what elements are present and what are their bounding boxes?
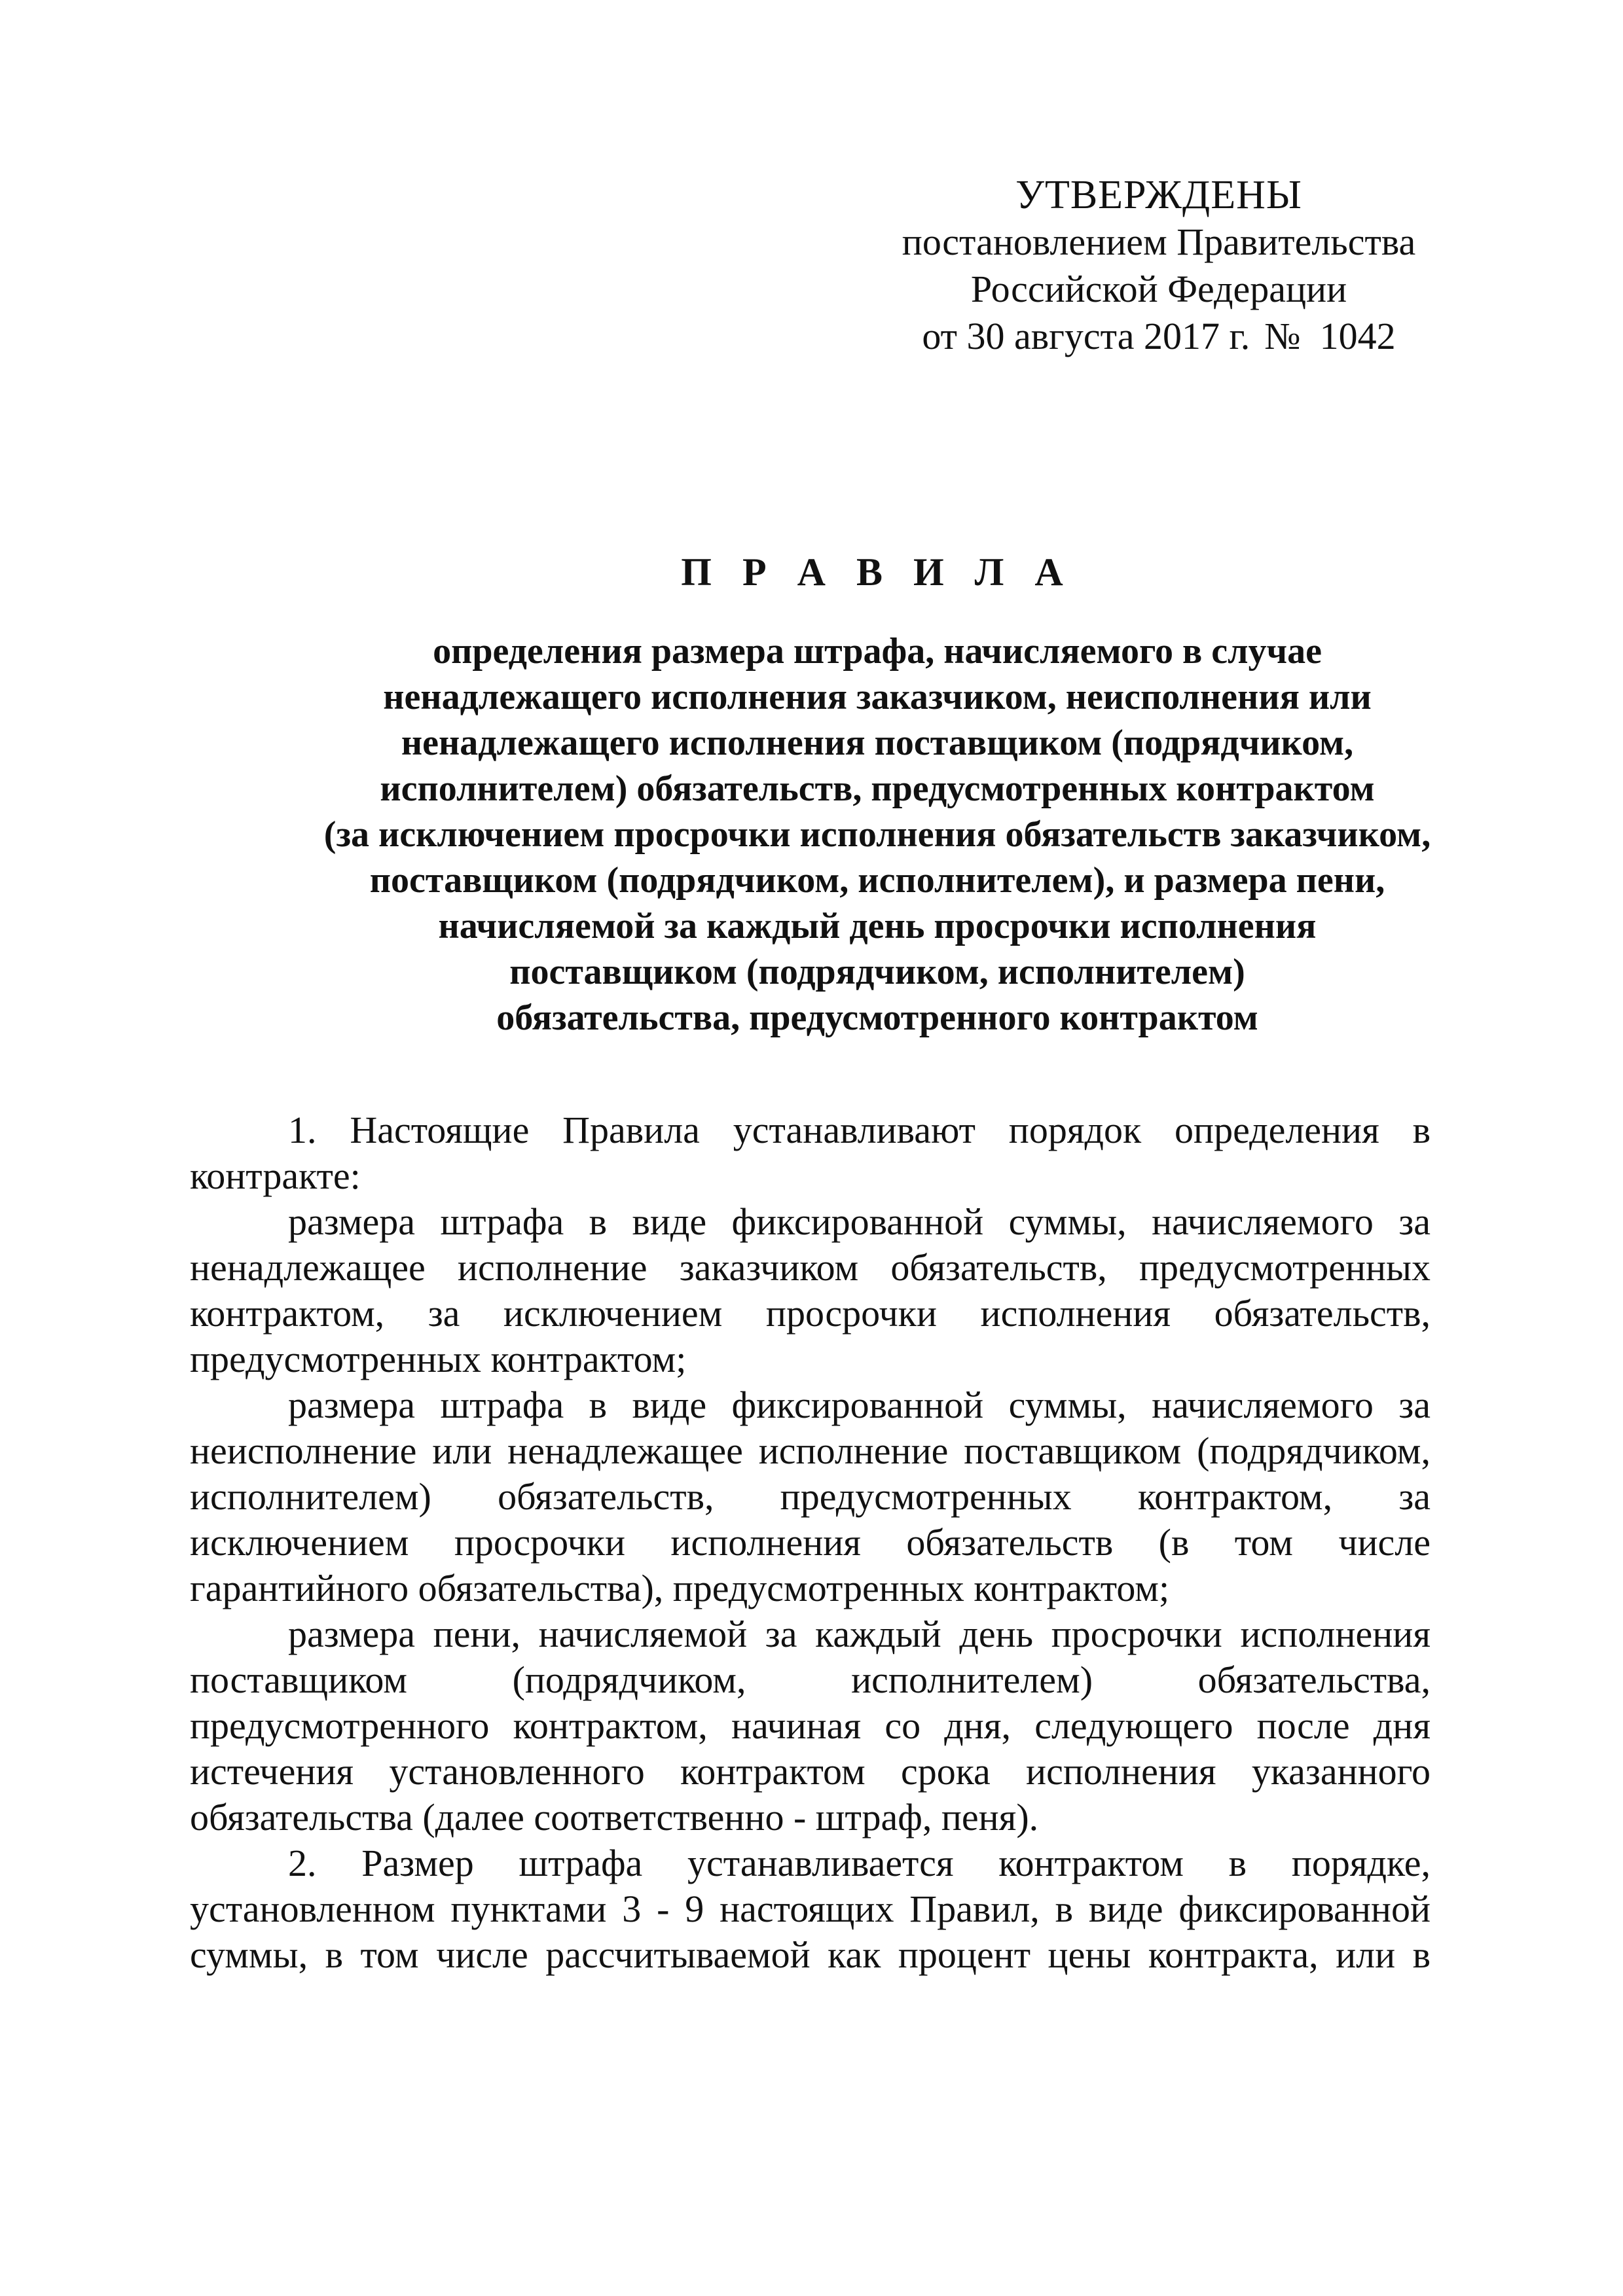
paragraph-1b-line: исключением просрочки исполнения обязательств (в том числе	[190, 1521, 1431, 1564]
approved-label: УТВЕРЖДЕНЫ	[1015, 173, 1302, 217]
paragraph-1b-line: исполнителем) обязательств, предусмотренных контрактом, за	[190, 1475, 1431, 1518]
subtitle-line: обязательства, предусмотренного контрактом	[496, 997, 1258, 1038]
approval-federation-line: Российской Федерации	[970, 268, 1347, 310]
paragraph-1a-line: контрактом, за исключением просрочки исполнения обязательств,	[190, 1292, 1431, 1335]
subtitle-line: исполнителем) обязательств, предусмотренных контрактом	[380, 768, 1375, 809]
paragraph-1c-line: предусмотренного контрактом, начиная со дня, следующего после дня	[190, 1704, 1431, 1747]
paragraph-2-line: установленном пунктами 3 - 9 настоящих Правил, в виде фиксированной	[190, 1888, 1431, 1930]
paragraph-1a-line: предусмотренных контрактом;	[190, 1338, 687, 1380]
title-block	[164, 548, 1591, 1041]
document-heading: П Р А В И Л А	[681, 550, 1074, 594]
paragraph-1c-line: поставщиком (подрядчиком, исполнителем) обязательства,	[190, 1659, 1431, 1701]
paragraph-2-line: суммы, в том числе рассчитываемой как процент цены контракта, или в	[190, 1933, 1431, 1976]
document-subtitle	[164, 628, 1591, 1041]
paragraph-1c-line: размера пени, начисляемой за каждый день просрочки исполнения	[288, 1613, 1431, 1655]
approval-date: от 30 августа 2017 г.	[922, 315, 1250, 357]
paragraph-1a-line: размера штрафа в виде фиксированной суммы, начисляемого за	[288, 1200, 1431, 1243]
subtitle-line: определения размера штрафа, начисляемого в случае	[433, 631, 1322, 672]
document-body	[190, 1107, 1431, 1978]
subtitle-line: начисляемой за каждый день просрочки исполнения	[438, 906, 1317, 946]
subtitle-line: ненадлежащего исполнения заказчиком, неисполнения или	[383, 677, 1372, 717]
subtitle-line: ненадлежащего исполнения поставщиком (подрядчиком,	[401, 723, 1354, 763]
approval-block	[877, 171, 1440, 360]
subtitle-line: (за исключением просрочки исполнения обязательств заказчиком,	[323, 814, 1431, 855]
paragraph-1b-line: размера штрафа в виде фиксированной суммы, начисляемого за	[288, 1384, 1431, 1426]
subtitle-line: поставщиком (подрядчиком, исполнителем), и размера пени,	[369, 860, 1385, 901]
subtitle-line: поставщиком (подрядчиком, исполнителем)	[509, 952, 1245, 992]
paragraph-1b-line: неисполнение или ненадлежащее исполнение поставщиком (подрядчиком,	[190, 1429, 1431, 1472]
approval-number-sign: №	[1264, 315, 1301, 357]
paragraph-1-line: 1. Настоящие Правила устанавливают порядок определения в	[288, 1109, 1431, 1151]
approval-decree-line: постановлением Правительства	[902, 221, 1416, 263]
paragraph-1-line: контракте:	[190, 1155, 361, 1197]
paragraph-1b-line: гарантийного обязательства), предусмотренных контрактом;	[190, 1567, 1170, 1609]
approval-number: 1042	[1319, 315, 1396, 357]
paragraph-1a-line: ненадлежащее исполнение заказчиком обязательств, предусмотренных	[190, 1246, 1431, 1289]
approval-date-line	[877, 313, 1440, 360]
paragraph-1c-line: истечения установленного контрактом срока исполнения указанного	[190, 1750, 1431, 1793]
paragraph-2-line: 2. Размер штрафа устанавливается контрактом в порядке,	[288, 1842, 1431, 1884]
paragraph-1c-line: обязательства (далее соответственно - штраф, пеня).	[190, 1796, 1039, 1839]
